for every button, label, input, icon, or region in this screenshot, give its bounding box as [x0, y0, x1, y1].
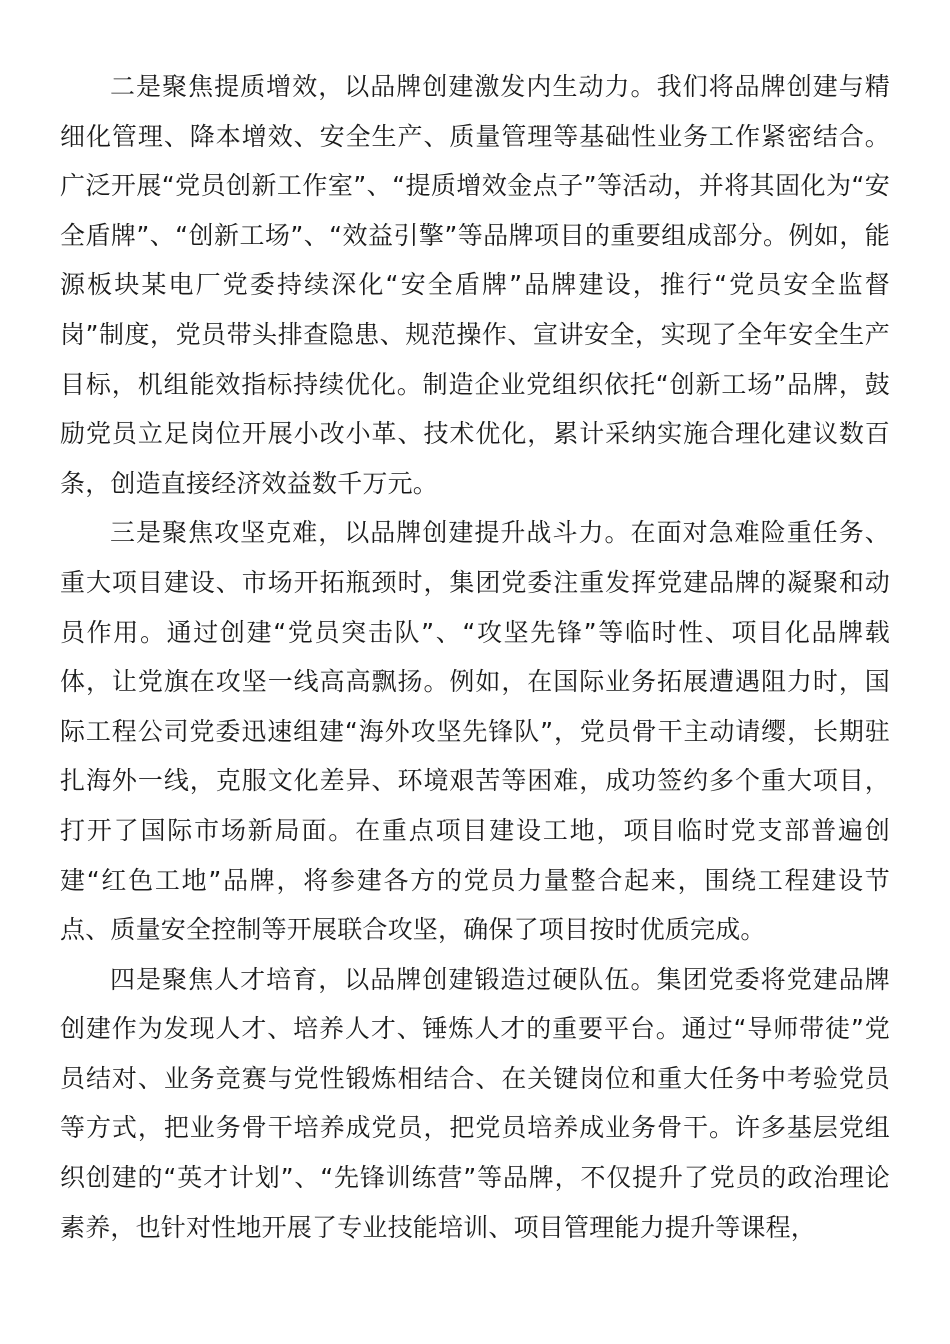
paragraph-quality-efficiency: 二是聚焦提质增效，以品牌创建激发内生动力。我们将品牌创建与精细化管理、降本增效、安全生产、质量管理等基础性业务工作紧密结合。广泛开展“党员创新工作室”、“提质增效金点子”等活动，并将其固化为“安全盾牌”、“创新工场”、“效益引擎”等品牌项目的重要组成部分。例如，能源板块某电厂党委持续深化“安全盾牌”品牌建设，推行“党员安全监督岗”制度，党员带头排查隐患、规范操作、宣讲安全，实现了全年安全生产目标，机组能效指标持续优化。制造企业党组织依托“创新工场”品牌，鼓励党员立足岗位开展小改小革、技术优化，累计采纳实施合理化建议数百条，创造直接经济效益数千万元。 — [60, 72, 890, 498]
paragraph-talent-cultivation: 四是聚焦人才培育，以品牌创建锻造过硬队伍。集团党委将党建品牌创建作为发现人才、培养人才、锤炼人才的重要平台。通过“导师带徒”党员结对、业务竞赛与党性锻炼相结合、在关键岗位和重大任务中考验党员等方式，把业务骨干培养成党员，把党员培养成业务骨干。许多基层党组织创建的“英才计划”、“先锋训练营”等品牌，不仅提升了党员的政治理论素养，也针对性地开展了专业技能培训、项目管理能力提升等课程， — [60, 964, 890, 1242]
paragraph-tackling-difficulties: 三是聚焦攻坚克难，以品牌创建提升战斗力。在面对急难险重任务、重大项目建设、市场开拓瓶颈时，集团党委注重发挥党建品牌的凝聚和动员作用。通过创建“党员突击队”、“攻坚先锋”等临时性、项目化品牌载体，让党旗在攻坚一线高高飘扬。例如，在国际业务拓展遭遇阻力时，国际工程公司党委迅速组建“海外攻坚先锋队”，党员骨干主动请缨，长期驻扎海外一线，克服文化差异、环境艰苦等困难，成功签约多个重大项目，打开了国际市场新局面。在重点项目建设工地，项目临时党支部普遍创建“红色工地”品牌，将参建各方的党员力量整合起来，围绕工程建设节点、质量安全控制等开展联合攻坚，确保了项目按时优质完成。 — [60, 518, 890, 945]
document-body — [60, 62, 890, 1252]
